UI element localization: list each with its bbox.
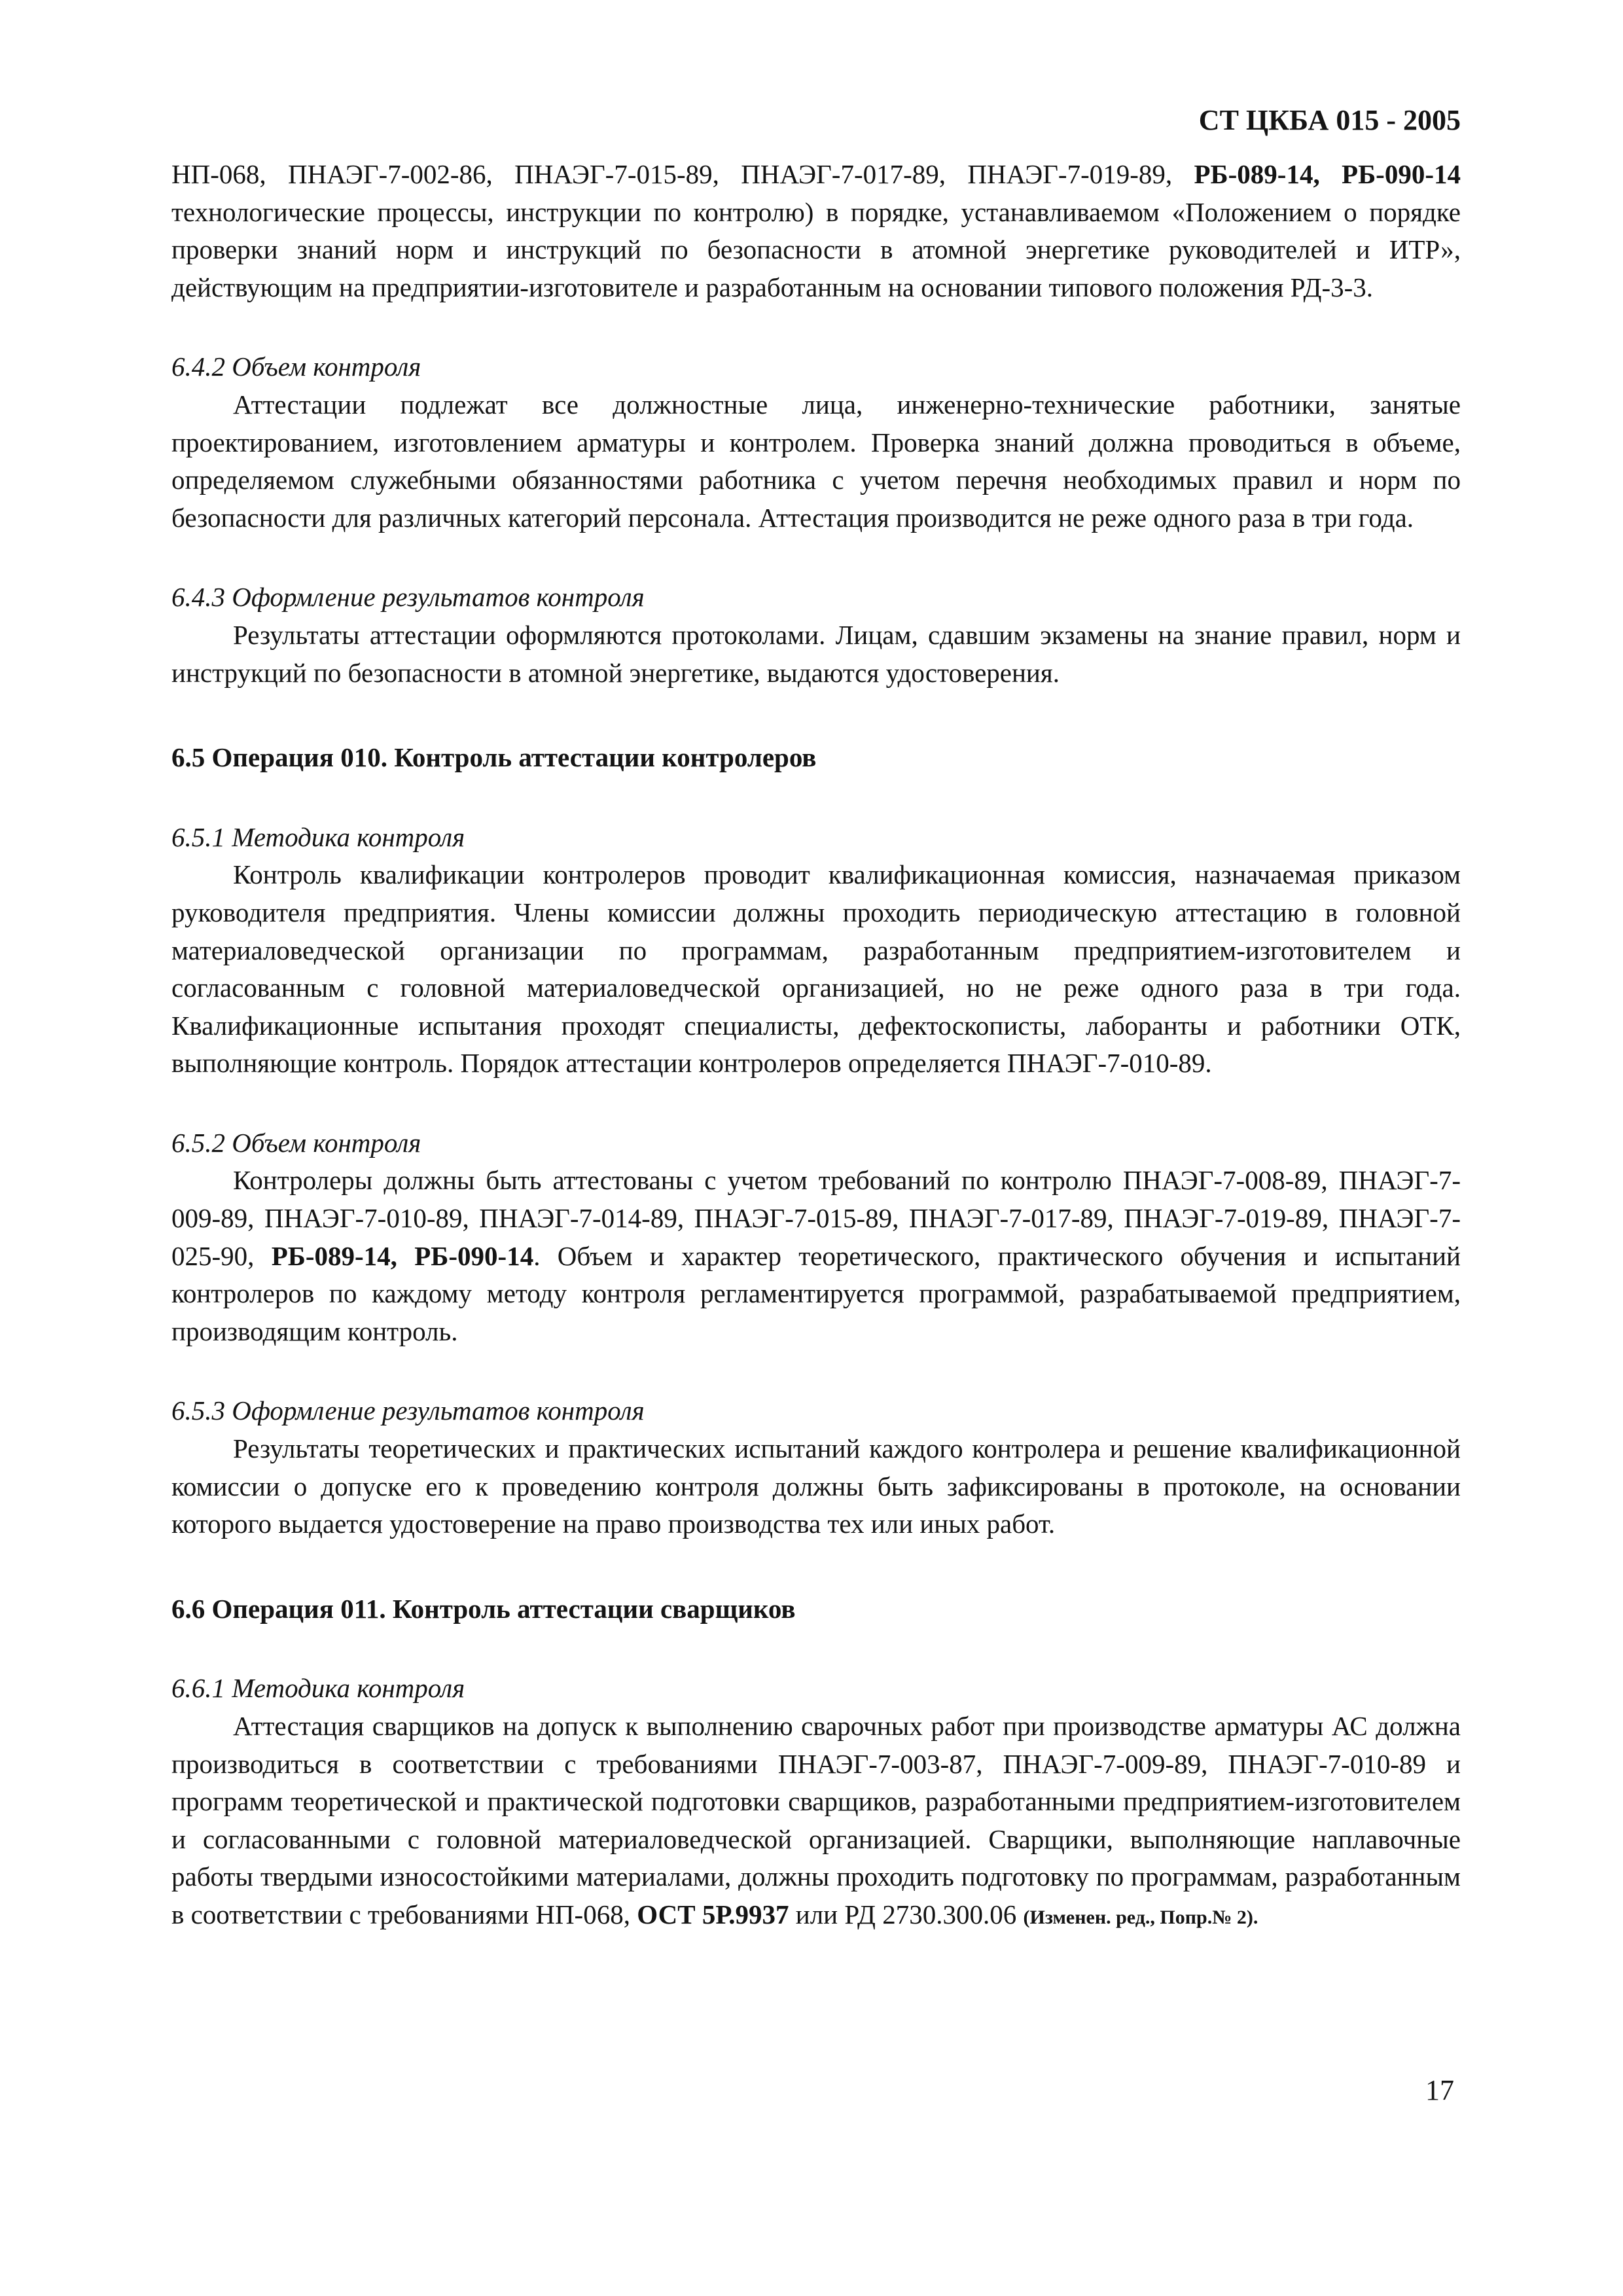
text-run: Контролеры должны быть аттестованы с учетом требований по контролю ПНАЭГ-7-008-89, ПНАЭГ-7-009-89, ПНАЭГ-7-010-89, ПНАЭГ-7-014-89, ПНАЭГ-7-015-89, ПНАЭГ-7-017-89, ПНАЭГ-7-019-89, ПНАЭГ-7-025-90, xyxy=(171,1165,1461,1271)
document-code-header: СТ ЦКБА 015 - 2005 xyxy=(1198,104,1461,136)
paragraph-6-5-3: Результаты теоретических и практических испытаний каждого контролера и решение квалификационной комиссии о допуске его к проведению контроля должны быть зафиксированы в протоколе, на основании которого выдается удостоверение на право производства тех или иных работ. xyxy=(171,1433,1461,1539)
paragraph-6-6-1 xyxy=(171,1708,1461,1937)
subsection-heading-6-4-3: 6.4.3 Оформление результатов контроля xyxy=(171,582,645,613)
paragraph-6-5-1: Контроль квалификации контролеров проводит квалификационная комиссия, назначаемая приказом руководителя предприятия. Члены комиссии должны проходить периодическую аттестацию в головной материаловедческой организации по программам, разработанным предприятием-изготовителем и согласованным с головной материаловедческой организацией, но не реже одного раза в три года. Квалификационные испытания проходят специалисты, дефектоскописты, лаборанты и работники ОТК, выполняющие контроль. Порядок аттестации контролеров определяется ПНАЭГ-7-010-89. xyxy=(171,859,1461,1079)
section-heading-6-5: 6.5 Операция 010. Контроль аттестации контролеров xyxy=(171,742,817,773)
paragraph-6-5-2 xyxy=(171,1162,1461,1350)
subsection-heading-6-5-2: 6.5.2 Объем контроля xyxy=(171,1127,421,1158)
bold-reference: РБ-089-14, РБ-090-14 xyxy=(1194,159,1461,189)
text-run: Аттестация сварщиков на допуск к выполнению сварочных работ при производстве арматуры АС должна производиться в соответствии с требованиями ПНАЭГ-7-003-87, ПНАЭГ-7-009-89, ПНАЭГ-7-010-89 и программ теоретической и практической подготовки сварщиков, разработанными предприятием-изготовителем и согласованными с головной материаловедческой организацией. Сварщики, выполняющие наплавочные работы твердыми износостойкими материалами, должны проходить подготовку по программам, разработанным в соответствии с требованиями НП-068, xyxy=(171,1711,1461,1929)
bold-reference: РБ-089-14, РБ-090-14 xyxy=(271,1240,534,1271)
subsection-heading-6-5-3: 6.5.3 Оформление результатов контроля xyxy=(171,1395,645,1426)
text-run: . Объем и характер теоретического, практического обучения и испытаний контролеров по каждому методу контроля регламентируется программой, разрабатываемой предприятием, производящим контроль. xyxy=(171,1240,1461,1346)
subsection-heading-6-5-1: 6.5.1 Методика контроля xyxy=(171,821,465,852)
page-number: 17 xyxy=(1425,2074,1454,2106)
text-run: технологические процессы, инструкции по контролю) в порядке, устанавливаемом «Положением о порядке проверки знаний норм и инструкций по безопасности в атомной энергетике руководителей и ИТР», действующим на предприятии-изготовителе и разработанным на основании типового положения РД-3-3. xyxy=(171,196,1461,302)
continuation-paragraph xyxy=(171,156,1461,306)
text-run: НП-068, ПНАЭГ-7-002-86, ПНАЭГ-7-015-89, ПНАЭГ-7-017-89, ПНАЭГ-7-019-89, xyxy=(171,159,1194,189)
subsection-heading-6-6-1: 6.6.1 Методика контроля xyxy=(171,1673,465,1704)
section-heading-6-6: 6.6 Операция 011. Контроль аттестации сварщиков xyxy=(171,1593,796,1624)
amendment-note: (Изменен. ред., Попр.№ 2). xyxy=(1023,1906,1258,1928)
paragraph-6-4-3: Результаты аттестации оформляются протоколами. Лицам, сдавшим экзамены на знание правил, норм и инструкций по безопасности в атомной энергетике, выдаются удостоверения. xyxy=(171,619,1461,688)
bold-reference: ОСТ 5Р.9937 xyxy=(637,1899,789,1929)
paragraph-6-4-2: Аттестации подлежат все должностные лица, инженерно-технические работники, занятые проектированием, изготовлением арматуры и контролем. Проверка знаний должна проводиться в объеме, определяемом служебными обязанностями работника с учетом перечня необходимых правил и норм по безопасности для различных категорий персонала. Аттестация производится не реже одного раза в три года. xyxy=(171,389,1461,533)
subsection-heading-6-4-2: 6.4.2 Объем контроля xyxy=(171,351,421,382)
text-run: или РД 2730.300.06 xyxy=(789,1899,1024,1929)
document-body xyxy=(171,156,1461,1937)
